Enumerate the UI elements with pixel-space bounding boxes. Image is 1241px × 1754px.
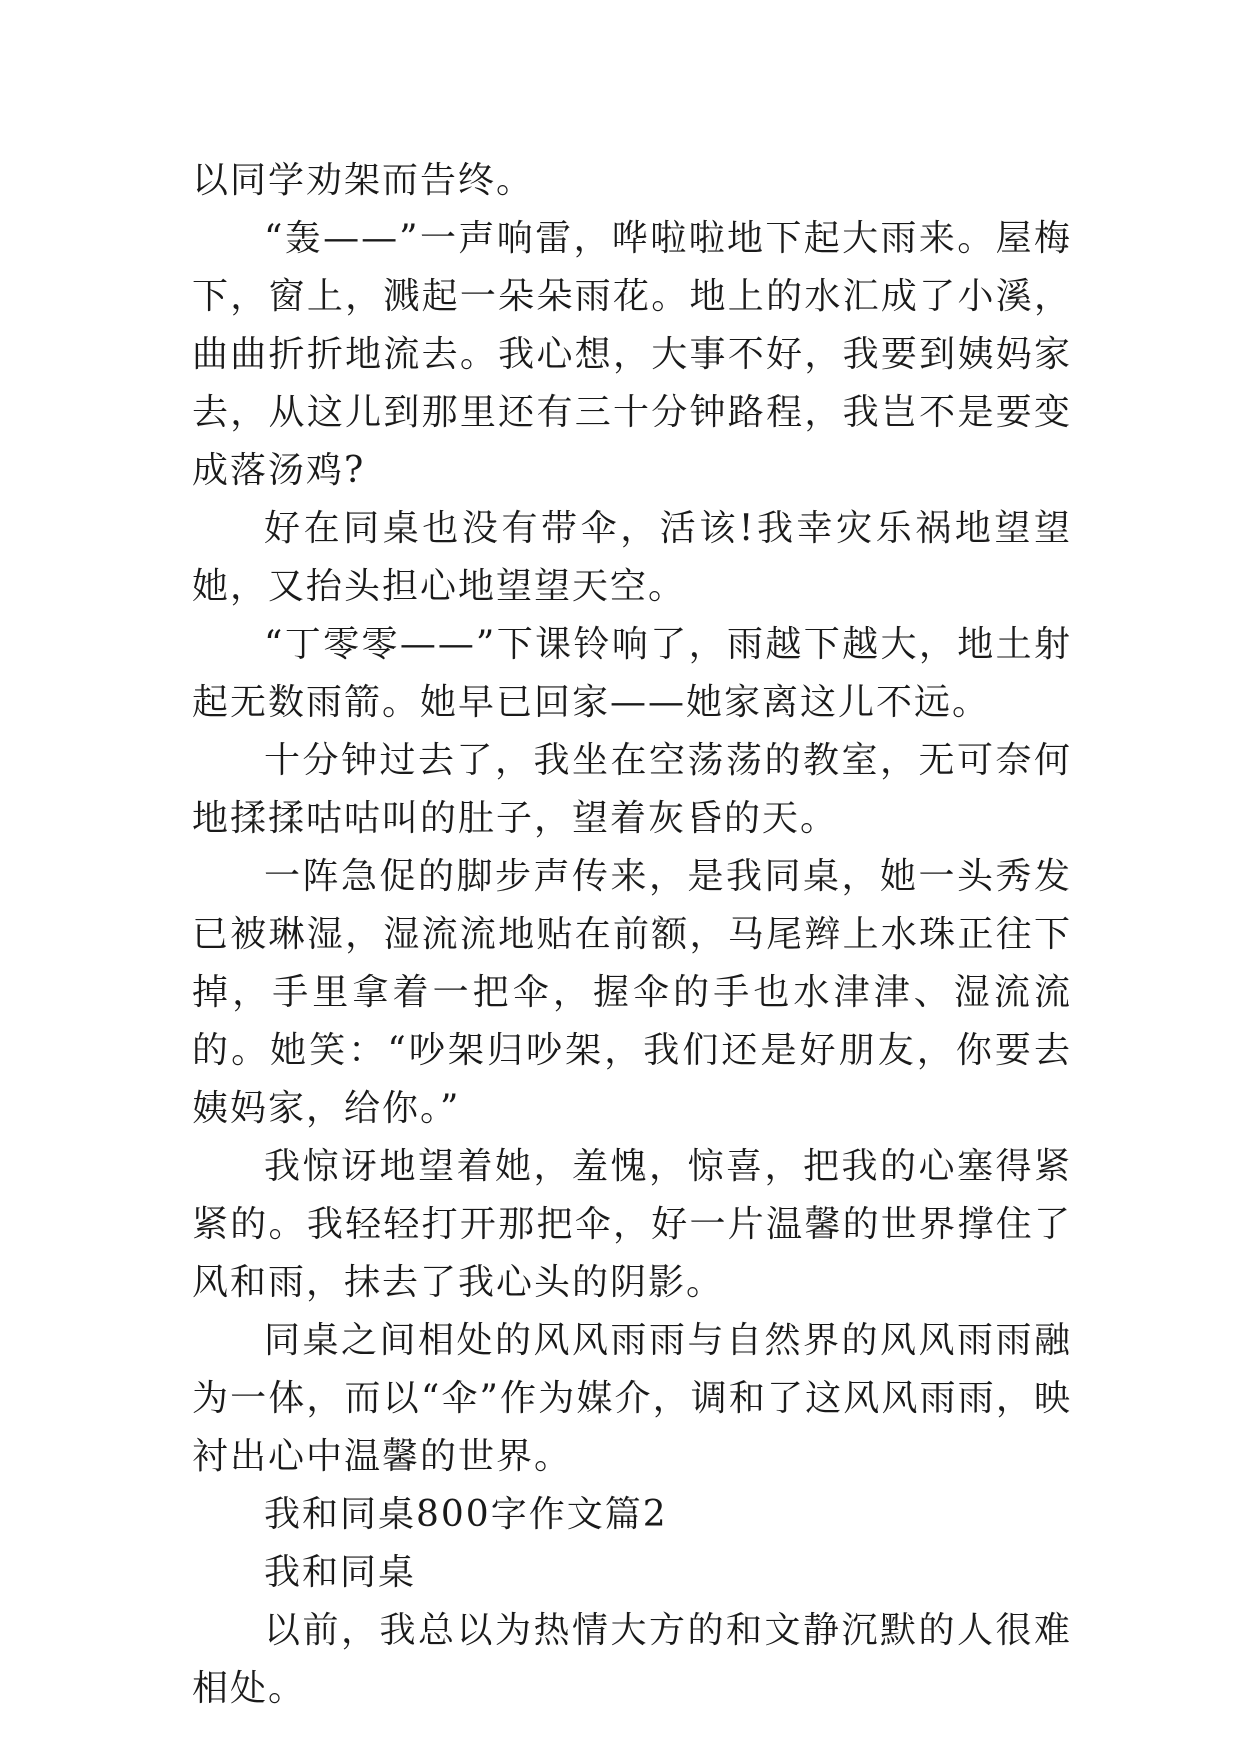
document-body: [192, 152, 1072, 1718]
paragraph-7: 我惊讶地望着她，羞愧，惊喜，把我的心塞得紧紧的。我轻轻打开那把伞，好一片温馨的世界撑住了风和雨，抹去了我心头的阴影。: [192, 1146, 1072, 1303]
essay-title: 我和同桌: [264, 1552, 417, 1593]
paragraph-9: 以前，我总以为热情大方的和文静沉默的人很难相处。: [192, 1610, 1072, 1709]
paragraph-5: 十分钟过去了，我坐在空荡荡的教室，无可奈何地揉揉咕咕叫的肚子，望着灰昏的天。: [192, 740, 1072, 839]
paragraph-2: “轰——”一声响雷，哗啦啦地下起大雨来。屋梅下，窗上，溅起一朵朵雨花。地上的水汇成了小溪，曲曲折折地流去。我心想，大事不好，我要到姨妈家去，从这儿到那里还有三十分钟路程，我岂不是要变成落汤鸡?: [192, 218, 1072, 491]
paragraph-4: “丁零零——”下课铃响了，雨越下越大，地土射起无数雨箭。她早已回家——她家离这儿不远。: [192, 624, 1072, 723]
paragraph-1: 以同学劝架而告终。: [192, 160, 535, 201]
paragraph-8: 同桌之间相处的风风雨雨与自然界的风风雨雨融为一体，而以“伞”作为媒介，调和了这风风雨雨，映衬出心中温馨的世界。: [192, 1320, 1072, 1477]
section-heading: 我和同桌800字作文篇2: [264, 1494, 668, 1535]
paragraph-6: 一阵急促的脚步声传来，是我同桌，她一头秀发已被琳湿，湿流流地贴在前额，马尾辫上水珠正往下掉，手里拿着一把伞，握伞的手也水津津、湿流流的。她笑：“吵架归吵架，我们还是好朋友，你要去姨妈家，给你。”: [192, 856, 1072, 1129]
paragraph-3: 好在同桌也没有带伞，活该!我幸灾乐祸地望望她，又抬头担心地望望天空。: [192, 508, 1072, 607]
